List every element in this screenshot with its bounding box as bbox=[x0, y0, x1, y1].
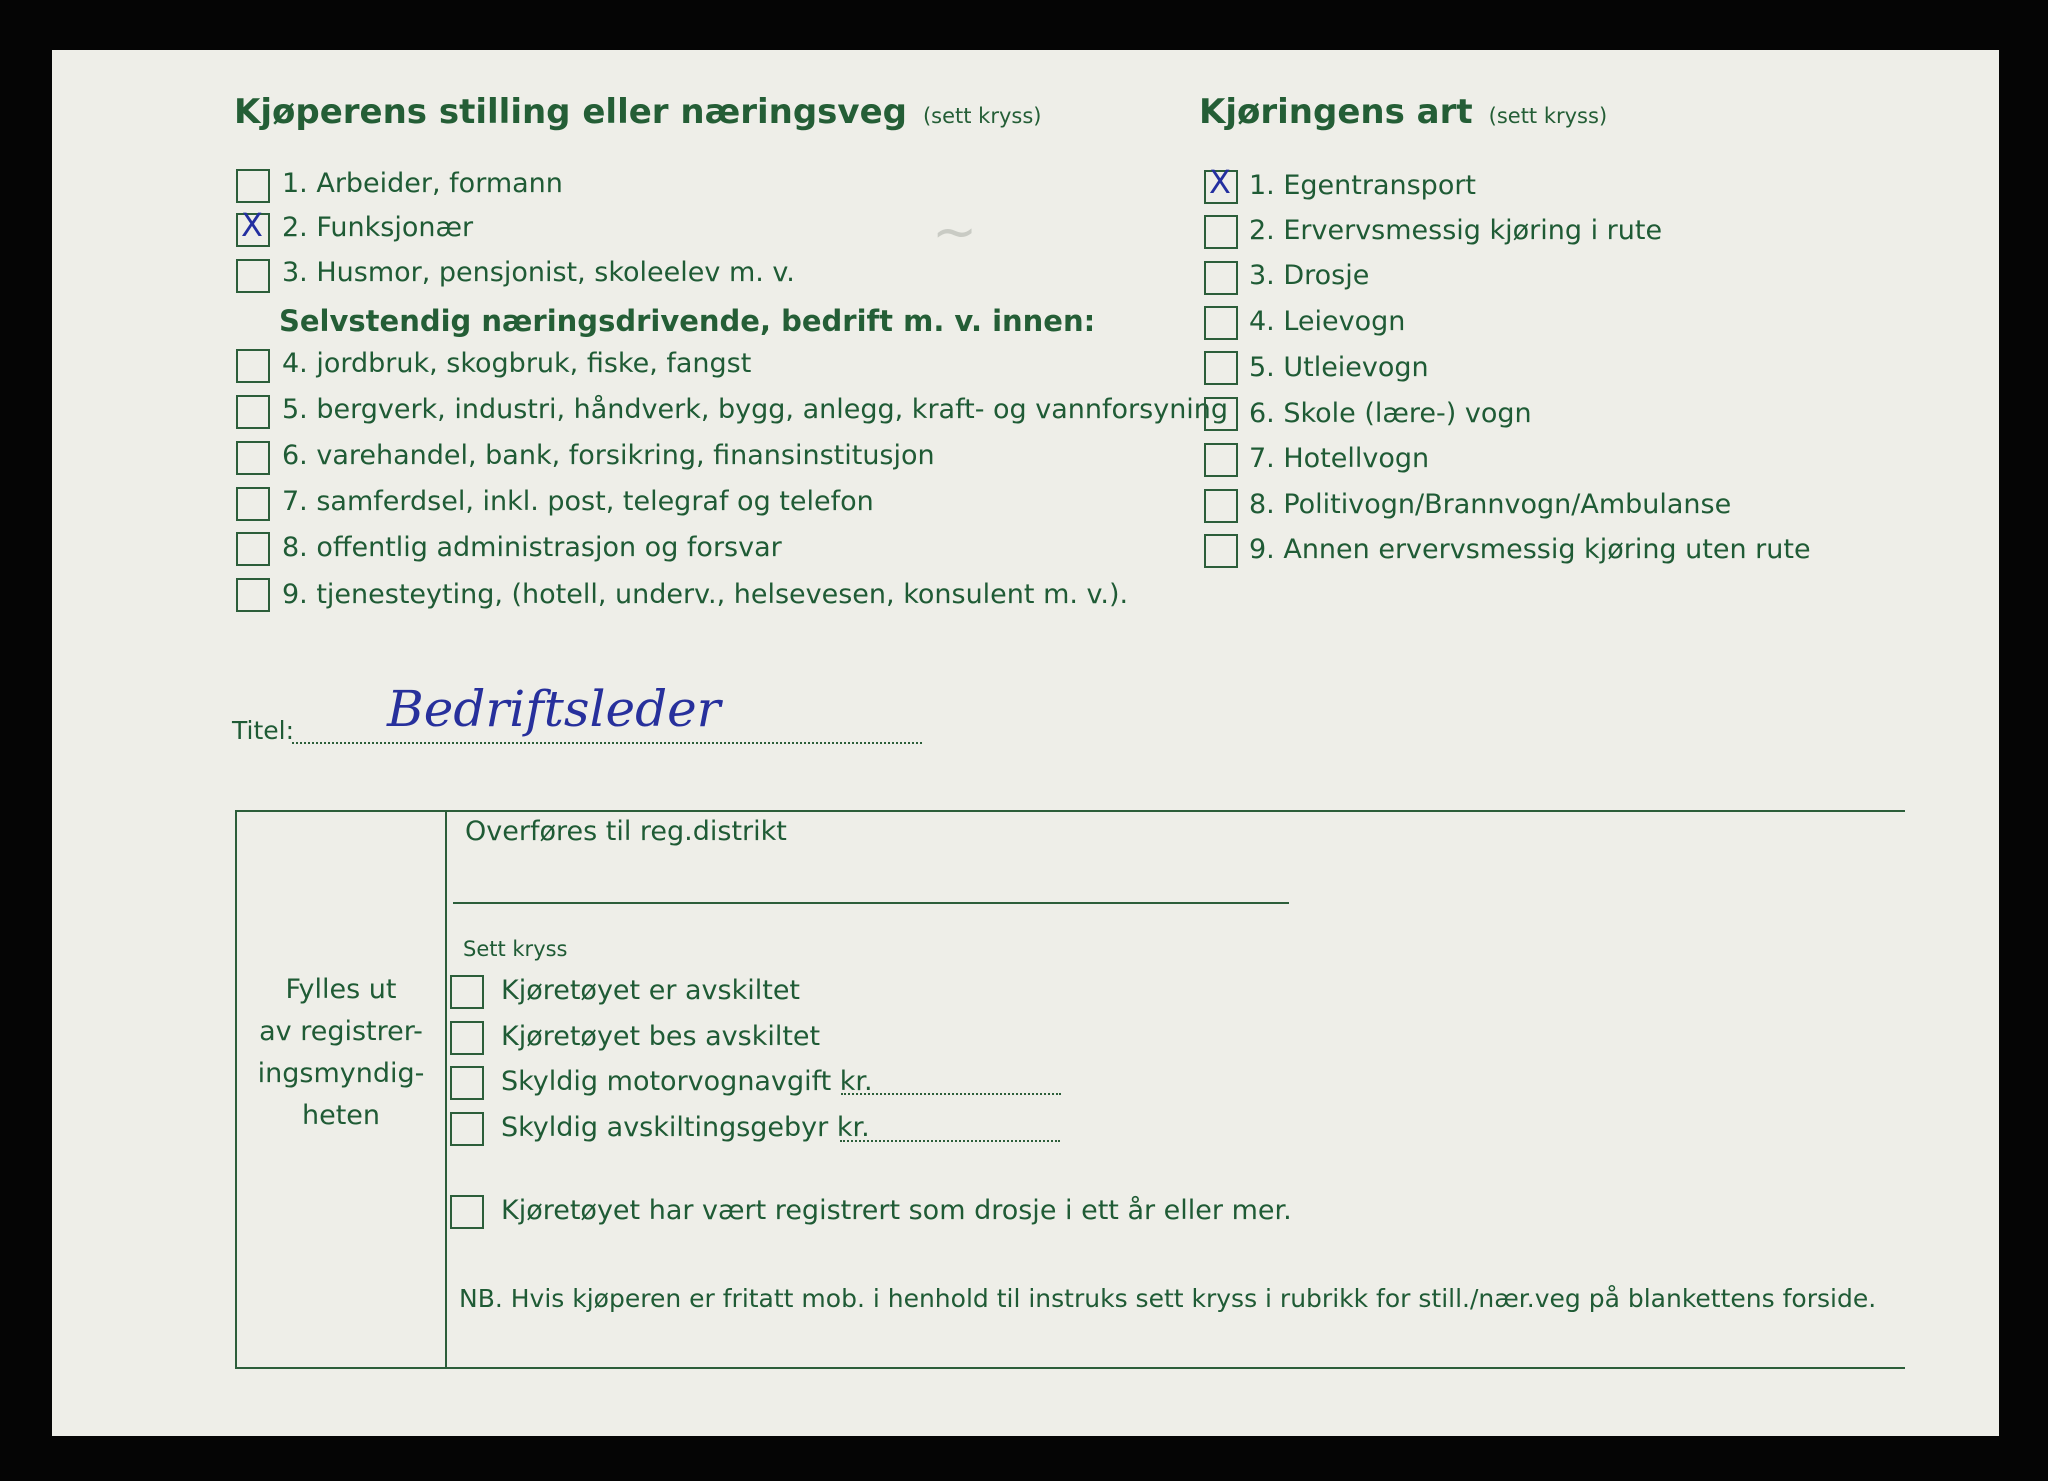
checkbox-leievogn[interactable] bbox=[1204, 306, 1238, 340]
bleed-through-ghost: ~ bbox=[932, 200, 978, 263]
form-page bbox=[52, 50, 1999, 1436]
self-employed-subheading: Selvstendig næringsdrivende, bedrift m. v. innen: bbox=[279, 304, 1096, 338]
option-label-samferdsel: 7. samferdsel, inkl. post, telegraf og telefon bbox=[282, 486, 874, 517]
checkbox-avskiltet[interactable] bbox=[450, 975, 484, 1009]
side-label-line: av registrer- bbox=[259, 1016, 423, 1047]
check-label-avskiltet: Kjøretøyet er avskiltet bbox=[501, 975, 801, 1006]
checkbox-arbeider[interactable] bbox=[236, 169, 270, 203]
left-section-title: Kjøperens stilling eller næringsveg (sett kryss) bbox=[234, 92, 1042, 132]
checkbox-drosje-ett-aar[interactable] bbox=[450, 1195, 484, 1229]
title-field-line bbox=[292, 742, 922, 744]
option-label-arbeider: 1. Arbeider, formann bbox=[282, 168, 563, 199]
option-label-ervervsmessig-rute: 2. Ervervsmessig kjøring i rute bbox=[1249, 215, 1663, 246]
option-label-hotellvogn: 7. Hotellvogn bbox=[1249, 443, 1430, 474]
checkbox-offentlig[interactable] bbox=[236, 532, 270, 566]
sett-kryss-label: Sett kryss bbox=[463, 937, 568, 961]
option-label-drosje: 3. Drosje bbox=[1249, 260, 1370, 291]
checkbox-varehandel[interactable] bbox=[236, 441, 270, 475]
side-label-line: ingsmyndig- bbox=[257, 1058, 425, 1089]
side-label-line: heten bbox=[301, 1100, 381, 1131]
title-field-handwritten-value[interactable]: Bedriftsleder bbox=[387, 680, 721, 738]
transfer-district-line[interactable] bbox=[453, 902, 1289, 904]
checkbox-jordbruk[interactable] bbox=[236, 349, 270, 383]
right-section-note: (sett kryss) bbox=[1488, 104, 1608, 128]
option-label-bergverk: 5. bergverk, industri, håndverk, bygg, anlegg, kraft- og vannforsyning bbox=[282, 394, 1229, 425]
checkbox-bes-avskiltet[interactable] bbox=[450, 1021, 484, 1055]
option-label-utleievogn: 5. Utleievogn bbox=[1249, 352, 1429, 383]
option-label-husmor: 3. Husmor, pensjonist, skoleelev m. v. bbox=[282, 257, 795, 288]
check-label-motorvognavgift: Skyldig motorvognavgift kr. bbox=[501, 1066, 873, 1097]
option-label-varehandel: 6. varehandel, bank, forsikring, finansinstitusjon bbox=[282, 440, 935, 471]
check-label-drosje-ett-aar: Kjøretøyet har vært registrert som drosje i ett år eller mer. bbox=[501, 1195, 1292, 1226]
authority-box-bottom-border bbox=[235, 1367, 1905, 1369]
checkbox-husmor[interactable] bbox=[236, 259, 270, 293]
option-label-offentlig: 8. offentlig administrasjon og forsvar bbox=[282, 532, 782, 563]
left-section-note: (sett kryss) bbox=[922, 104, 1042, 128]
option-label-skolevogn: 6. Skole (lære-) vogn bbox=[1249, 398, 1532, 429]
checkbox-samferdsel[interactable] bbox=[236, 487, 270, 521]
check-label-bes-avskiltet: Kjøretøyet bes avskiltet bbox=[501, 1021, 821, 1052]
checkbox-utleievogn[interactable] bbox=[1204, 351, 1238, 385]
right-section-title: Kjøringens art (sett kryss) bbox=[1199, 92, 1608, 132]
checkbox-annen-ervervsmessig[interactable] bbox=[1204, 534, 1238, 568]
avskiltingsgebyr-amount-line[interactable] bbox=[840, 1140, 1060, 1142]
option-label-jordbruk: 4. jordbruk, skogbruk, fiske, fangst bbox=[282, 348, 752, 379]
option-label-funksjonaer: 2. Funksjonær bbox=[282, 212, 474, 243]
option-label-tjenesteyting: 9. tjenesteyting, (hotell, underv., helsevesen, konsulent m. v.). bbox=[282, 579, 1129, 610]
authority-side-label bbox=[237, 969, 445, 1137]
checkbox-egentransport[interactable] bbox=[1204, 163, 1238, 204]
checkbox-hotellvogn[interactable] bbox=[1204, 443, 1238, 477]
motorvognavgift-amount-line[interactable] bbox=[841, 1093, 1061, 1095]
checkbox-skolevogn[interactable] bbox=[1204, 397, 1238, 431]
transfer-district-label: Overføres til reg.distrikt bbox=[465, 816, 787, 847]
checkbox-drosje[interactable] bbox=[1204, 261, 1238, 295]
option-label-egentransport: 1. Egentransport bbox=[1249, 170, 1477, 201]
checkbox-avskiltingsgebyr[interactable] bbox=[450, 1112, 484, 1146]
checkbox-politivogn[interactable] bbox=[1204, 489, 1238, 523]
check-label-avskiltingsgebyr: Skyldig avskiltingsgebyr kr. bbox=[501, 1112, 870, 1143]
checkbox-ervervsmessig-rute[interactable] bbox=[1204, 215, 1238, 249]
checkbox-tjenesteyting[interactable] bbox=[236, 578, 270, 612]
checkbox-bergverk[interactable] bbox=[236, 395, 270, 429]
check-mark-x: X bbox=[1209, 163, 1231, 201]
authority-box-top-border bbox=[235, 810, 1905, 812]
checkbox-funksjonaer[interactable] bbox=[236, 206, 270, 247]
authority-box-divider bbox=[445, 810, 447, 1368]
title-field-label: Titel: bbox=[232, 716, 294, 745]
checkbox-motorvognavgift[interactable] bbox=[450, 1066, 484, 1100]
side-label-line: Fylles ut bbox=[285, 974, 397, 1005]
option-label-politivogn: 8. Politivogn/Brannvogn/Ambulanse bbox=[1249, 489, 1732, 520]
option-label-leievogn: 4. Leievogn bbox=[1249, 306, 1406, 337]
option-label-annen-ervervsmessig: 9. Annen ervervsmessig kjøring uten rute bbox=[1249, 534, 1811, 565]
nb-note: NB. Hvis kjøperen er fritatt mob. i henhold til instruks sett kryss i rubrikk for still./nær.veg på blankettens forside. bbox=[459, 1284, 1877, 1313]
check-mark-x: X bbox=[241, 206, 263, 244]
